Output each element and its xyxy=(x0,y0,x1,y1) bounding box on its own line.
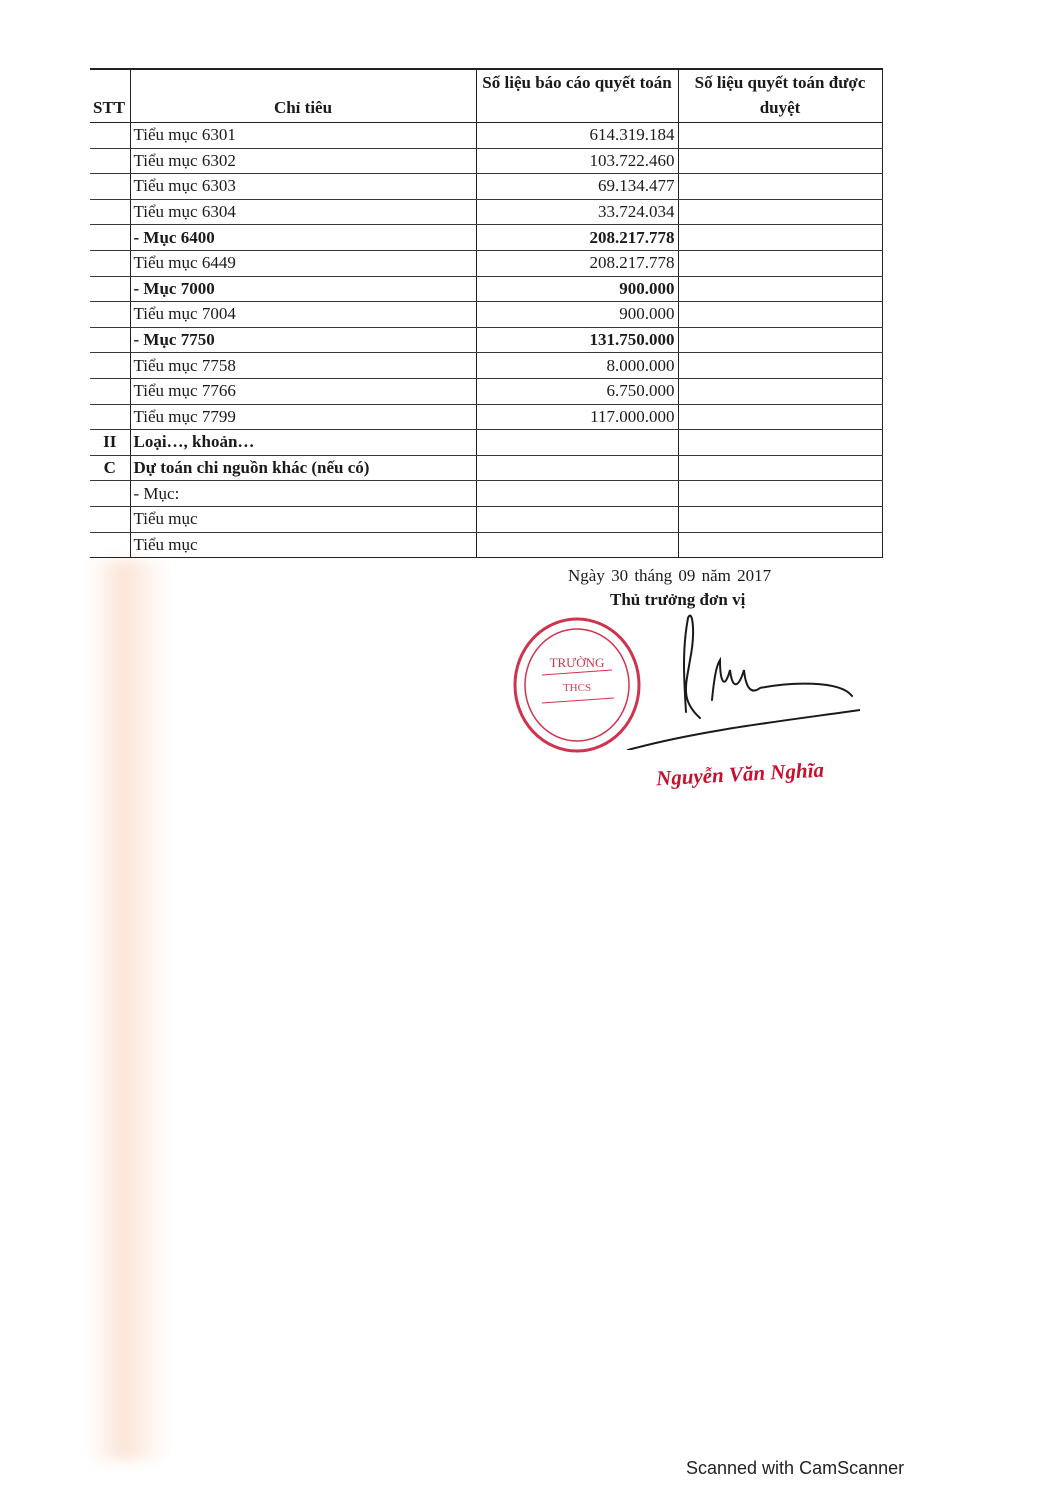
table-row xyxy=(90,327,882,353)
row-reported-value xyxy=(476,455,678,481)
row-stt xyxy=(90,378,130,404)
row-stt xyxy=(90,532,130,558)
row-approved-value xyxy=(678,481,882,507)
row-indicator: Tiểu mục 6304 xyxy=(130,199,476,225)
row-stt xyxy=(90,148,130,174)
svg-text:TRƯỜNG: TRƯỜNG xyxy=(549,655,605,670)
header-indicator: Chỉ tiêu xyxy=(130,69,476,123)
row-approved-value xyxy=(678,250,882,276)
row-indicator: - Mục 7750 xyxy=(130,327,476,353)
row-approved-value xyxy=(678,532,882,558)
row-stt xyxy=(90,199,130,225)
row-reported-value xyxy=(476,506,678,532)
row-reported-value: 131.750.000 xyxy=(476,327,678,353)
row-indicator: Loại…, khoản… xyxy=(130,430,476,456)
row-reported-value: 900.000 xyxy=(476,276,678,302)
signature-date: Ngày 30 tháng 09 năm 2017 xyxy=(568,566,772,585)
row-stt xyxy=(90,250,130,276)
table-row xyxy=(90,404,882,430)
row-reported-value: 6.750.000 xyxy=(476,378,678,404)
row-stt: C xyxy=(90,455,130,481)
row-reported-value: 8.000.000 xyxy=(476,353,678,379)
row-indicator: Tiểu mục 6303 xyxy=(130,174,476,200)
table-header-row xyxy=(90,69,882,123)
settlement-table xyxy=(90,68,883,558)
row-indicator: - Mục 7000 xyxy=(130,276,476,302)
table-row xyxy=(90,481,882,507)
table-row xyxy=(90,174,882,200)
row-indicator: Dự toán chi nguồn khác (nếu có) xyxy=(130,455,476,481)
row-reported-value: 33.724.034 xyxy=(476,199,678,225)
row-reported-value: 614.319.184 xyxy=(476,123,678,149)
table-row xyxy=(90,199,882,225)
signer-name: Nguyễn Văn Nghĩa xyxy=(655,757,825,791)
table-row xyxy=(90,532,882,558)
header-reported: Số liệu báo cáo quyết toán xyxy=(476,69,678,123)
row-approved-value xyxy=(678,378,882,404)
row-indicator: - Mục 6400 xyxy=(130,225,476,251)
row-approved-value xyxy=(678,123,882,149)
row-reported-value: 208.217.778 xyxy=(476,250,678,276)
table-row xyxy=(90,250,882,276)
row-reported-value xyxy=(476,532,678,558)
row-stt: II xyxy=(90,430,130,456)
row-approved-value xyxy=(678,225,882,251)
row-indicator: Tiểu mục 6449 xyxy=(130,250,476,276)
row-stt xyxy=(90,481,130,507)
row-stt xyxy=(90,174,130,200)
table-row xyxy=(90,123,882,149)
table-body xyxy=(90,123,882,558)
row-reported-value xyxy=(476,430,678,456)
row-approved-value xyxy=(678,353,882,379)
scanner-watermark: Scanned with CamScanner xyxy=(686,1458,905,1478)
row-approved-value xyxy=(678,199,882,225)
row-indicator: Tiểu mục xyxy=(130,506,476,532)
table-row xyxy=(90,506,882,532)
row-stt xyxy=(90,276,130,302)
row-stt xyxy=(90,327,130,353)
row-indicator: Tiểu mục 6302 xyxy=(130,148,476,174)
row-stt xyxy=(90,302,130,328)
row-approved-value xyxy=(678,148,882,174)
row-indicator: Tiểu mục 6301 xyxy=(130,123,476,149)
row-indicator: Tiểu mục 7758 xyxy=(130,353,476,379)
header-approved: Số liệu quyết toán được duyệt xyxy=(678,69,882,123)
row-approved-value xyxy=(678,327,882,353)
row-approved-value xyxy=(678,404,882,430)
row-indicator: - Mục: xyxy=(130,481,476,507)
row-stt xyxy=(90,404,130,430)
row-approved-value xyxy=(678,430,882,456)
table-row xyxy=(90,353,882,379)
row-approved-value xyxy=(678,506,882,532)
row-reported-value: 117.000.000 xyxy=(476,404,678,430)
table-row xyxy=(90,225,882,251)
table-row xyxy=(90,378,882,404)
row-reported-value: 208.217.778 xyxy=(476,225,678,251)
row-approved-value xyxy=(678,174,882,200)
row-reported-value xyxy=(476,481,678,507)
row-stt xyxy=(90,353,130,379)
table-row xyxy=(90,430,882,456)
row-approved-value xyxy=(678,302,882,328)
row-stt xyxy=(90,506,130,532)
row-indicator: Tiểu mục xyxy=(130,532,476,558)
signature-block xyxy=(540,560,860,810)
header-stt: STT xyxy=(90,69,130,123)
row-indicator: Tiểu mục 7799 xyxy=(130,404,476,430)
row-stt xyxy=(90,225,130,251)
handwritten-signature xyxy=(620,600,860,750)
table-row xyxy=(90,148,882,174)
row-stt xyxy=(90,123,130,149)
row-indicator: Tiểu mục 7004 xyxy=(130,302,476,328)
page-edge-shadow xyxy=(88,560,168,1460)
table-row xyxy=(90,455,882,481)
row-reported-value: 69.134.477 xyxy=(476,174,678,200)
row-reported-value: 103.722.460 xyxy=(476,148,678,174)
row-reported-value: 900.000 xyxy=(476,302,678,328)
svg-text:THCS: THCS xyxy=(562,682,592,694)
row-approved-value xyxy=(678,276,882,302)
signature-title: Thủ trưởng đơn vị xyxy=(610,590,746,609)
table-row xyxy=(90,276,882,302)
row-approved-value xyxy=(678,455,882,481)
table-row xyxy=(90,302,882,328)
row-indicator: Tiểu mục 7766 xyxy=(130,378,476,404)
